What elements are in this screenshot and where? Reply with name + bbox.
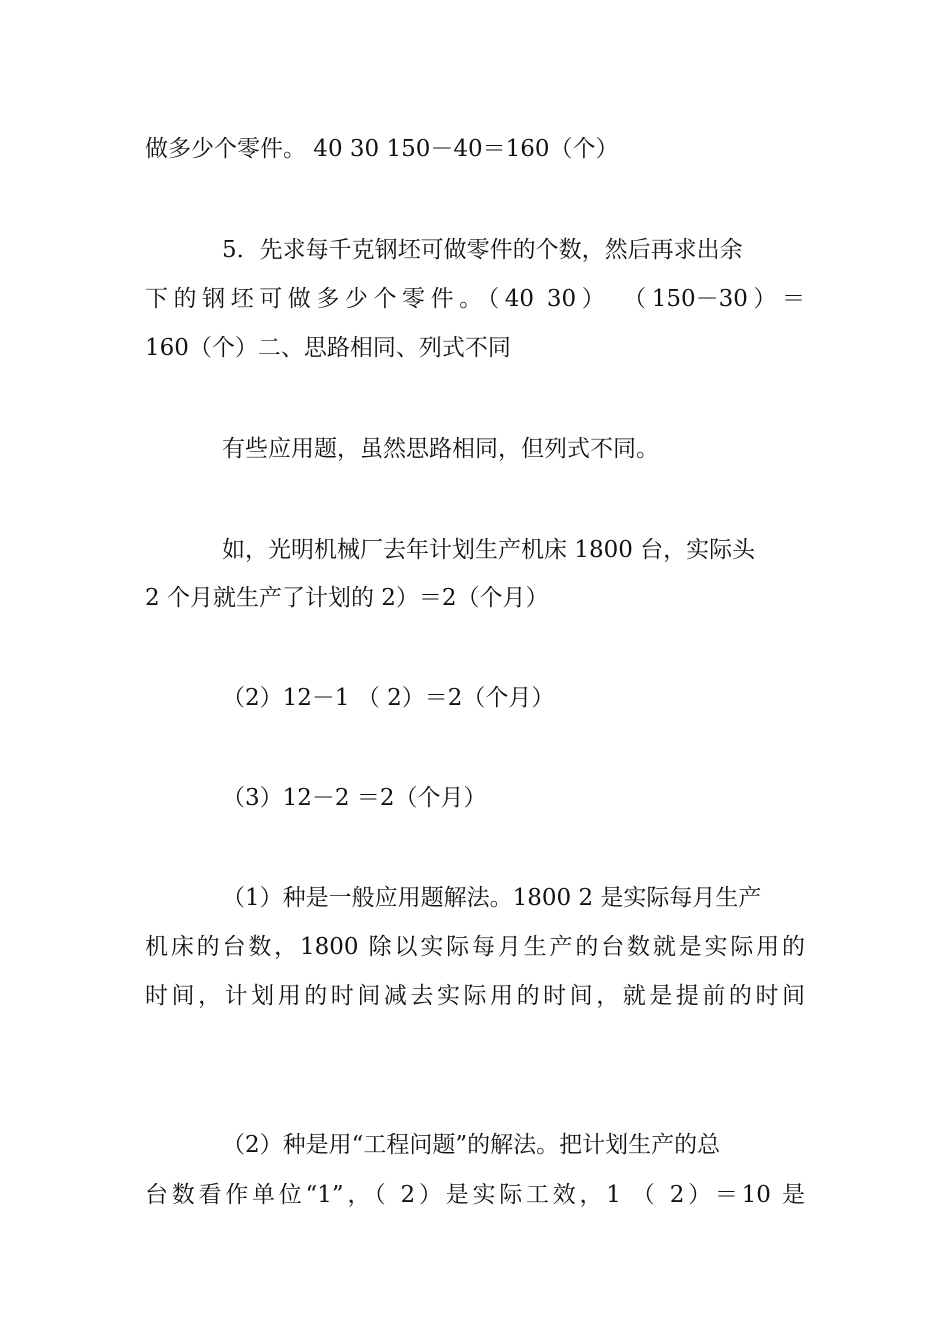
- text-line-9: （3）12－2 ＝2（个月）: [222, 785, 487, 811]
- text-line-4: 160（个）二、思路相同、列式不同: [145, 335, 511, 361]
- text-line-7: 2 个月就生产了计划的 2）＝2（个月）: [145, 585, 549, 611]
- text-line-1: 做多少个零件。 40 30 150－40＝160（个）: [145, 136, 619, 162]
- text-line-2: 5．先求每千克钢坯可做零件的个数，然后再求出余: [222, 237, 743, 263]
- text-line-13: （2）种是用“工程问题”的解法。把计划生产的总: [222, 1132, 721, 1158]
- text-line-14: 台数看作单位“1”，（ 2）是实际工效，1 （ 2）＝10 是: [145, 1182, 805, 1208]
- text-line-8: （2）12－1 （ 2）＝2（个月）: [222, 685, 555, 711]
- text-line-12: 时间，计划用的时间减去实际用的时间，就是提前的时间: [145, 983, 805, 1009]
- text-line-5: 有些应用题，虽然思路相同，但列式不同。: [222, 436, 659, 462]
- text-line-11: 机床的台数，1800 除以实际每月生产的台数就是实际用的: [145, 934, 805, 960]
- text-line-6: 如，光明机械厂去年计划生产机床 1800 台，实际头: [222, 537, 756, 563]
- text-line-3: 下的钢坯可做多少个零件。（40 30） （150－30）＝: [145, 286, 805, 312]
- text-line-10: （1）种是一般应用题解法。1800 2 是实际每月生产: [222, 885, 762, 911]
